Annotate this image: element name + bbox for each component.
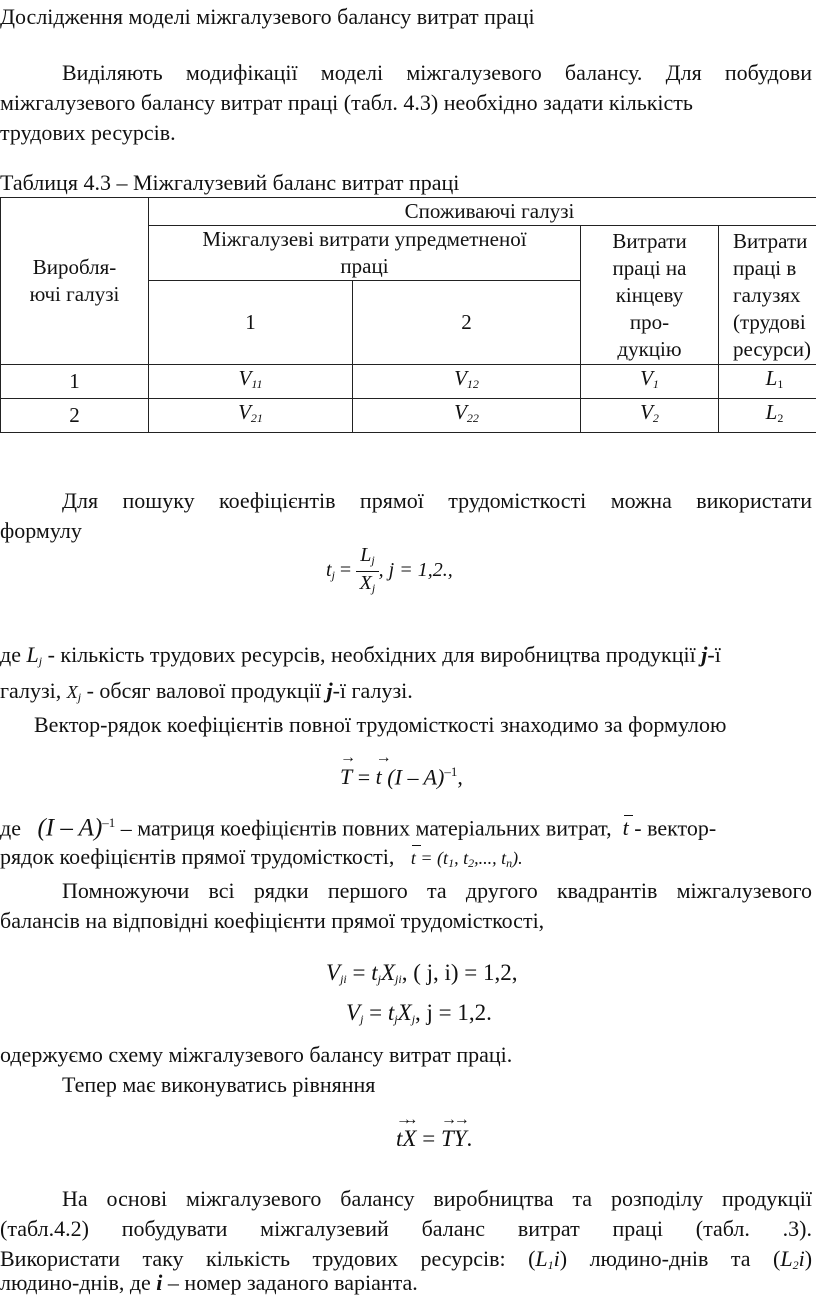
task-line-1: На основі міжгалузевого балансу виробництва та розподілу продукції [0, 1184, 812, 1214]
where-line-2: галузі, $X_j$ - обсяг валової продукції j-ї галузі. [0, 676, 812, 712]
multiply-line-2: балансів на відповідні коефіцієнти прямої трудомісткості, [0, 906, 812, 936]
intro-line-1: Виділяють модифікації моделі міжгалузевого балансу. Для побудови [0, 58, 812, 88]
direct-coef-line-2: формулу [0, 516, 812, 546]
intro-line-3: трудових ресурсів. [0, 118, 812, 148]
where2-line-1: де (I – A)$^{-1}$ – матриця коефіцієнтів повних матеріальних витрат, t - вектор- [0, 808, 812, 843]
page-title: Дослідження моделі міжгалузевого балансу витрат праці [0, 4, 535, 30]
formula-direct-coef: $t_j$ = $\frac{L_j}{X_j}$ , j = 1,2., [326, 544, 453, 599]
task-line-4: людино-днів, де i – номер заданого варіанта. [0, 1268, 812, 1298]
formula-full-coef: → T = → t (I – A)$^{-1}$, [340, 764, 463, 790]
formula-balance-equation: → t→ X = → T→ Y. [396, 1126, 472, 1152]
where2-line-2: рядок коефіцієнтів прямої трудомісткості, $t = (t_1$, $t_2$,..., $t_n$). [0, 842, 812, 878]
col-header-2: 2 [353, 281, 581, 365]
task-line-3: Використати таку кількість трудових ресурсів: $(L_1i)$ людино-днів та $(L_2i)$ [0, 1244, 812, 1280]
intro-line-2: міжгалузевого балансу витрат праці (табл. 4.3) необхідно задати кількість [0, 88, 812, 118]
col-header-1: 1 [149, 281, 353, 365]
labor-balance-table [0, 197, 816, 433]
equation-intro: Тепер має виконуватись рівняння [0, 1070, 812, 1100]
header-total-labor: Витрати праці в галузях (трудові ресурси) [719, 226, 816, 365]
header-producing: Виробля- ючі галузі [1, 198, 149, 365]
direct-coef-line-1: Для пошуку коефіцієнтів прямої трудомісткості можна використати [0, 486, 812, 516]
formula-vj: $V_j = t_jX_j$, j = 1,2. [346, 1000, 492, 1027]
scheme-text: одержуємо схему міжгалузевого балансу витрат праці. [0, 1040, 812, 1070]
header-final-product: Витрати праці на кінцеву про- дукцію [581, 226, 719, 365]
where-line-1: де $L_j$ - кількість трудових ресурсів, необхідних для виробництва продукції j-ї [0, 640, 812, 676]
table-row: 1 $V_{11}$ $V_{12}$ $V_1$ $L_1$ [1, 365, 816, 399]
table-row: 2 $V_{21}$ $V_{22}$ $V_2$ $L_2$ [1, 399, 816, 433]
table-caption: Таблиця 4.3 – Міжгалузевий баланс витрат праці [0, 170, 459, 196]
full-coef-text: Вектор-рядок коефіцієнтів повної трудомісткості знаходимо за формулою [0, 710, 812, 740]
header-interbranch: Міжгалузеві витрати упредметненої праці [149, 226, 581, 281]
task-line-2: (табл.4.2) побудувати міжгалузевий баланс витрат праці (табл. .3). [0, 1214, 812, 1244]
formula-vji: $V_{ji} = t_jX_{ji}$, ( j, i) = 1,2, [326, 960, 518, 987]
multiply-line-1: Помножуючи всі рядки першого та другого квадрантів міжгалузевого [0, 876, 812, 906]
header-consuming: Споживаючі галузі [149, 198, 816, 226]
